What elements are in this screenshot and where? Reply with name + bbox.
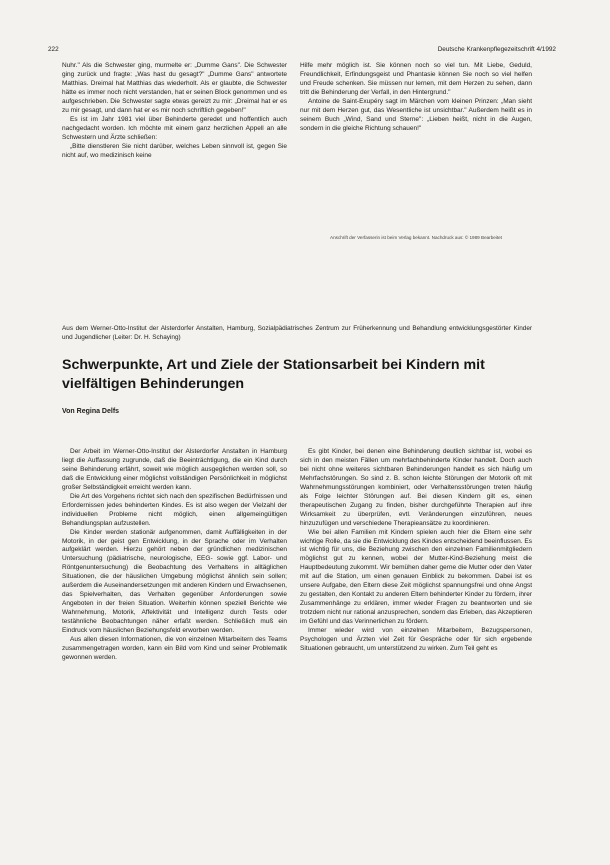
- bottom-left-column: [62, 448, 287, 663]
- paragraph: Es ist im Jahr 1981 viel über Behinderte geredet und hoffentlich auch nachgedacht worden. Ich möchte mit einem ganz herzlichen Appell an alle Schwestern und Ärzte schließen:: [62, 115, 287, 141]
- paragraph: Immer wieder wird von einzelnen Mitarbeitern, Bezugspersonen, Psychologen und Ärzten viel Zeit für Gespräche oder für sich ergebende Situationen gebraucht, um unterstützend zu wirken. Zum Teil geht es: [300, 627, 532, 652]
- paragraph: Der Arbeit im Werner-Otto-Institut der Alsterdorfer Anstalten in Hamburg liegt die Auffassung zugrunde, daß die Beeinträchtigung, die ein Kind durch seine Behinderung erfährt, soweit wie möglich ausgeglichen werden soll, so daß die Entwicklung einer möglichst vollständigen Persönlichkeit in möglichst großer Selbständigkeit erreicht werden kann.: [62, 448, 287, 491]
- author-byline: Von Regina Delfs: [62, 408, 120, 415]
- top-right-column: [300, 62, 532, 134]
- top-left-column: [62, 62, 287, 160]
- paragraph: Nuhr." Als die Schwester ging, murmelte er: „Dumme Gans". Die Schwester ging zurück und fragte: „Was hast du gesagt?" „Dumme Gans" antwortete Matthias. Dreimal hat Matthias das wiederholt. Als er glaubte, die Schwester hätte es immer noch nicht verstanden, hat er seinen Block genommen und es aufgeschrieben. Die Schwester sagte etwas gereizt zu mir: „Dreimal hat er es zu mir gesagt, und dann hat er es mir noch schriftlich gegeben!": [62, 62, 287, 114]
- paragraph: Wie bei allen Familien mit Kindern spielen auch hier die Eltern eine sehr wichtige Rolle, da sie die Entwicklung des Kindes entscheidend beeinflussen. Es ist wichtig für uns, die Beziehung zwischen den einzelnen Familienmitgliedern möglichst gut zu kennen, wobei der Mutter-Kind-Beziehung meist die Hauptbedeutung zukommt. Wir bemühen daher gerne die Mutter oder den Vater mit auf die Station, um einen genauen Einblick zu bekommen. Dabei ist es unsere Aufgabe, den Eltern diese Zeit möglichst spannungsfrei und ohne Angst zu gestalten, den Kontakt zu anderen Eltern behinderter Kinder zu fördern, ihrer Zusammenhänge zu erklären, immer wieder Fragen zu beantworten und sie trotzdem nicht nur rational anzusprechen, sondern das Erleben, das Akzeptieren im Gefühl und das Verinnerlichen zu fördern.: [300, 528, 532, 626]
- paragraph: Die Art des Vorgehens richtet sich nach den spezifischen Bedürfnissen und Erfordernissen jedes behinderten Kindes. Es ist also wegen der Vielzahl der individuellen Probleme nicht möglich, einen allgemeingültigen Behandlungsplan aufzustellen.: [62, 492, 287, 527]
- paragraph: Es gibt Kinder, bei denen eine Behinderung deutlich sichtbar ist, wobei es sich in den meisten Fällen um mehrfachbehinderte Kinder handelt. Doch auch bei nicht ohne weiteres sichtbaren Behinderungen handelt es sich häufig um Mehrfachstörungen. So sind z. B. schon leichte Störungen der Motorik oft mit Wahrnehmungsstörungen kombiniert, oder Verhaltensstörungen treten häufig als Folge leichter Störungen auf. Bei diesen Kindern gilt es, einen therapeutischen Zugang zu finden, bisher durchgeführte Therapien auf ihre Wirksamkeit zu überprüfen, evtl. Veränderungen einzuführen, neues hinzuzufügen und verschiedene Therapieansätze zu koordinieren.: [300, 448, 532, 527]
- bottom-right-column: [300, 448, 532, 654]
- running-header: [48, 46, 556, 56]
- paragraph: Antoine de Saint-Exupéry sagt im Märchen vom kleinen Prinzen: „Man sieht nur mit dem Herzen gut, das Wesentliche ist unsichtbar." Außerdem heißt es in seinem Buch „Wind, Sand und Sterne": „Lieben heißt, nicht in die Augen, sondern in die gleiche Richtung schauen!": [300, 97, 532, 132]
- page-number: 222: [48, 46, 59, 53]
- paragraph: Die Kinder werden stationär aufgenommen, damit Auffälligkeiten in der Motorik, in der geist gen Entwicklung, in der Sprache oder im Verhalten aufgeklärt werden. Hierzu gehört neben der gründlichen medizinischen Untersuchung (pädiatrische, neurologische, EEG- sowie ggf. Labor- und Röntgenuntersuchung) die Beobachtung des Verhaltens in alltäglichen Situationen, die der häuslichen Umgebung möglichst ähnlich sein sollen; außerdem die Auseinandersetzungen mit anderen Kindern und Erwachsenen, das Spielverhalten, das Verhalten gegenüber Anforderungen sowie Angeboten in der freien Situation. Weiterhin können speziell Berichte wie Wahrnehmung, Motorik, Affektivität und Intelligenz durch Tests oder testähnliche Beobachtungen näher erfaßt werden. Schließlich muß ein Eindruck vom häuslichen Beziehungsfeld erworben werden.: [62, 528, 287, 635]
- copyright-note: Anschrift der Verfasserin ist beim Verlag bekannt. Nachdruck aus: © 1989 Bearbeitet: [330, 235, 502, 240]
- paragraph: „Bitte dienstleren Sie nicht darüber, welches Leben sinnvoll ist, gegen Sie nicht auf, wo medizinisch keine: [62, 142, 287, 159]
- paragraph: Hilfe mehr möglich ist. Sie können noch so viel tun. Mit Liebe, Geduld, Freundlichkeit, Erfindungsgeist und Phantasie können Sie noch so viel helfen und Freude schenken. Sie müssen nur lernen, mit dem Herzen zu sehen, dann tritt die Behinderung der Verfall, in den Hintergrund.": [300, 62, 532, 96]
- journal-name: Deutsche Krankenpflegezeitschrift 4/1992: [437, 46, 556, 53]
- paragraph: Aus allen diesen Informationen, die von einzelnen Mitarbeitern des Teams zusammengetragen worden, kann ein Bild vom Kind und seiner Problematik gewonnen werden.: [62, 636, 287, 661]
- institute-note: Aus dem Werner-Otto-Institut der Alsterdorfer Anstalten, Hamburg, Sozialpädiatrisches Zentrum zur Früherkennung und Behandlung entwicklungsgestörter Kinder und Jugendlicher (Leiter: Dr. H. Schaying): [62, 325, 532, 341]
- article-title: Schwerpunkte, Art und Ziele der Stationsarbeit bei Kindern mit vielfältigen Behinderungen: [62, 357, 485, 392]
